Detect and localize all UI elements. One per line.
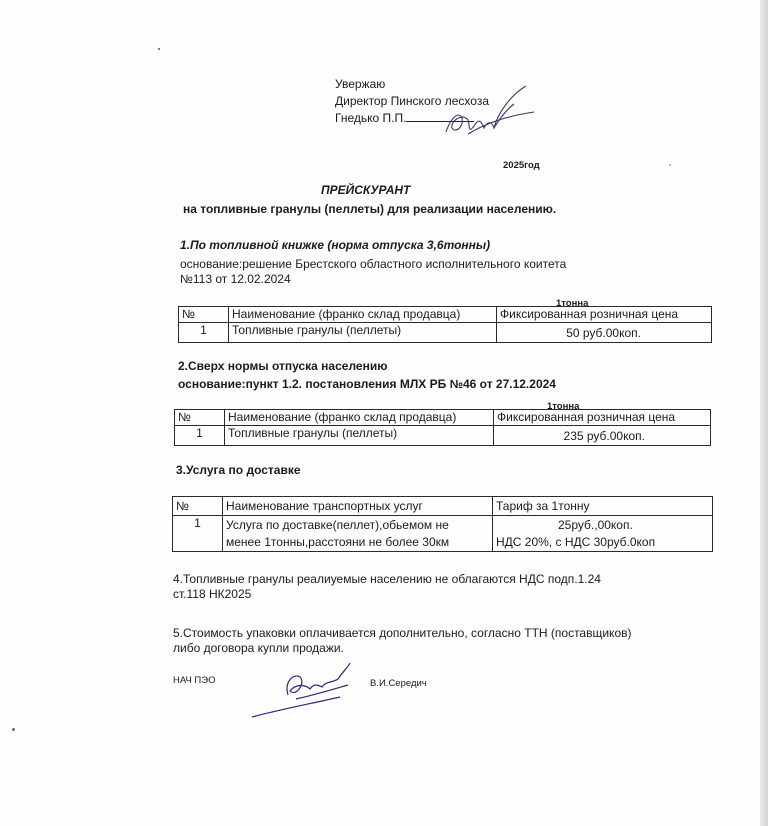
row-num: 1 — [173, 516, 223, 552]
header-name: Наименование транспортных услуг — [223, 497, 493, 516]
note4-line-1: 4.Топливные гранулы реалиуемые населению не облагаются НДС подп.1.24 — [173, 572, 601, 586]
header-name: Наименование (франко склад продавца) — [229, 307, 497, 323]
header-price: Фиксированная розничная цена — [494, 410, 711, 426]
approval-line-1: Увержаю — [335, 77, 386, 91]
section3-heading: 3.Услуга по доставке — [176, 463, 301, 477]
table-header-row — [173, 497, 713, 516]
section1-basis-line-1: основание:решение Брестского областного исполнительного коитета — [180, 257, 567, 271]
header-tariff: Тариф за 1тонну — [493, 497, 713, 516]
scan-speck — [669, 164, 671, 166]
row-name — [223, 516, 493, 552]
header-price: Фиксированная розничная цена — [497, 307, 712, 323]
section1-unit: 1тонна — [556, 298, 589, 309]
approval-line-2: Директор Пинского лесхоза — [335, 94, 489, 108]
row-tariff-line-2: НДС 20%, с НДС 30руб.0коп — [496, 535, 656, 549]
section2-basis: основание:пункт 1.2. постановления МЛХ РБ №46 от 27.12.2024 — [178, 377, 556, 391]
footer-name: В.И.Середич — [370, 678, 427, 689]
section1-basis-line-2: №113 от 12.02.2024 — [180, 272, 291, 286]
section2-unit: 1тонна — [547, 401, 580, 412]
page-title: ПРЕЙСКУРАНТ — [321, 183, 411, 197]
table-header-row — [179, 307, 712, 323]
section2-heading: 2.Сверх нормы отпуска населению — [178, 359, 388, 373]
table-row — [175, 426, 711, 446]
header-num: № — [173, 497, 223, 516]
row-num: 1 — [179, 323, 229, 343]
footer-position: НАЧ ПЭО — [173, 675, 216, 686]
header-name: Наименование (франко склад продавца) — [225, 410, 494, 426]
director-signature-icon — [428, 82, 540, 142]
section3-delivery-table — [172, 496, 713, 552]
row-name-line-2: менее 1тонны,расстояни не более 30км — [226, 535, 450, 549]
signature-icon — [244, 655, 354, 725]
section1-heading: 1.По топливной книжке (норма отпуска 3,6тонны) — [180, 238, 491, 252]
header-num: № — [179, 307, 229, 323]
approval-director-name: Гнедько П.П. — [335, 111, 407, 125]
row-price: 235 руб.00коп. — [494, 426, 711, 446]
row-tariff-line-1: 25руб.,00коп. — [558, 518, 633, 532]
row-name-line-1: Услуга по доставке(пеллет),обьемом не — [226, 518, 449, 532]
section1-price-table — [178, 306, 712, 343]
page-subtitle: на топливные гранулы (пеллеты) для реализации населению. — [183, 202, 557, 216]
note4-line-2: ст.118 НК2025 — [173, 587, 252, 601]
row-num: 1 — [175, 426, 225, 446]
table-row — [173, 516, 713, 552]
row-name: Топливные гранулы (пеллеты) — [229, 323, 497, 343]
scan-speck — [158, 48, 160, 50]
approval-year: 2025год — [503, 160, 540, 171]
header-num: № — [175, 410, 225, 426]
table-header-row — [175, 410, 711, 426]
viewer-edge — [760, 0, 768, 826]
scan-speck — [12, 728, 15, 731]
row-tariff — [493, 516, 713, 552]
table-row — [179, 323, 712, 343]
note5-line-1: 5.Стоимость упаковки оплачивается дополнительно, согласно ТТН (поставщиков) — [173, 626, 632, 640]
row-name: Топливные гранулы (пеллеты) — [225, 426, 494, 446]
row-price: 50 руб.00коп. — [497, 323, 712, 343]
section2-price-table — [174, 409, 711, 446]
note5-line-2: либо договора купли продажи. — [173, 641, 344, 655]
